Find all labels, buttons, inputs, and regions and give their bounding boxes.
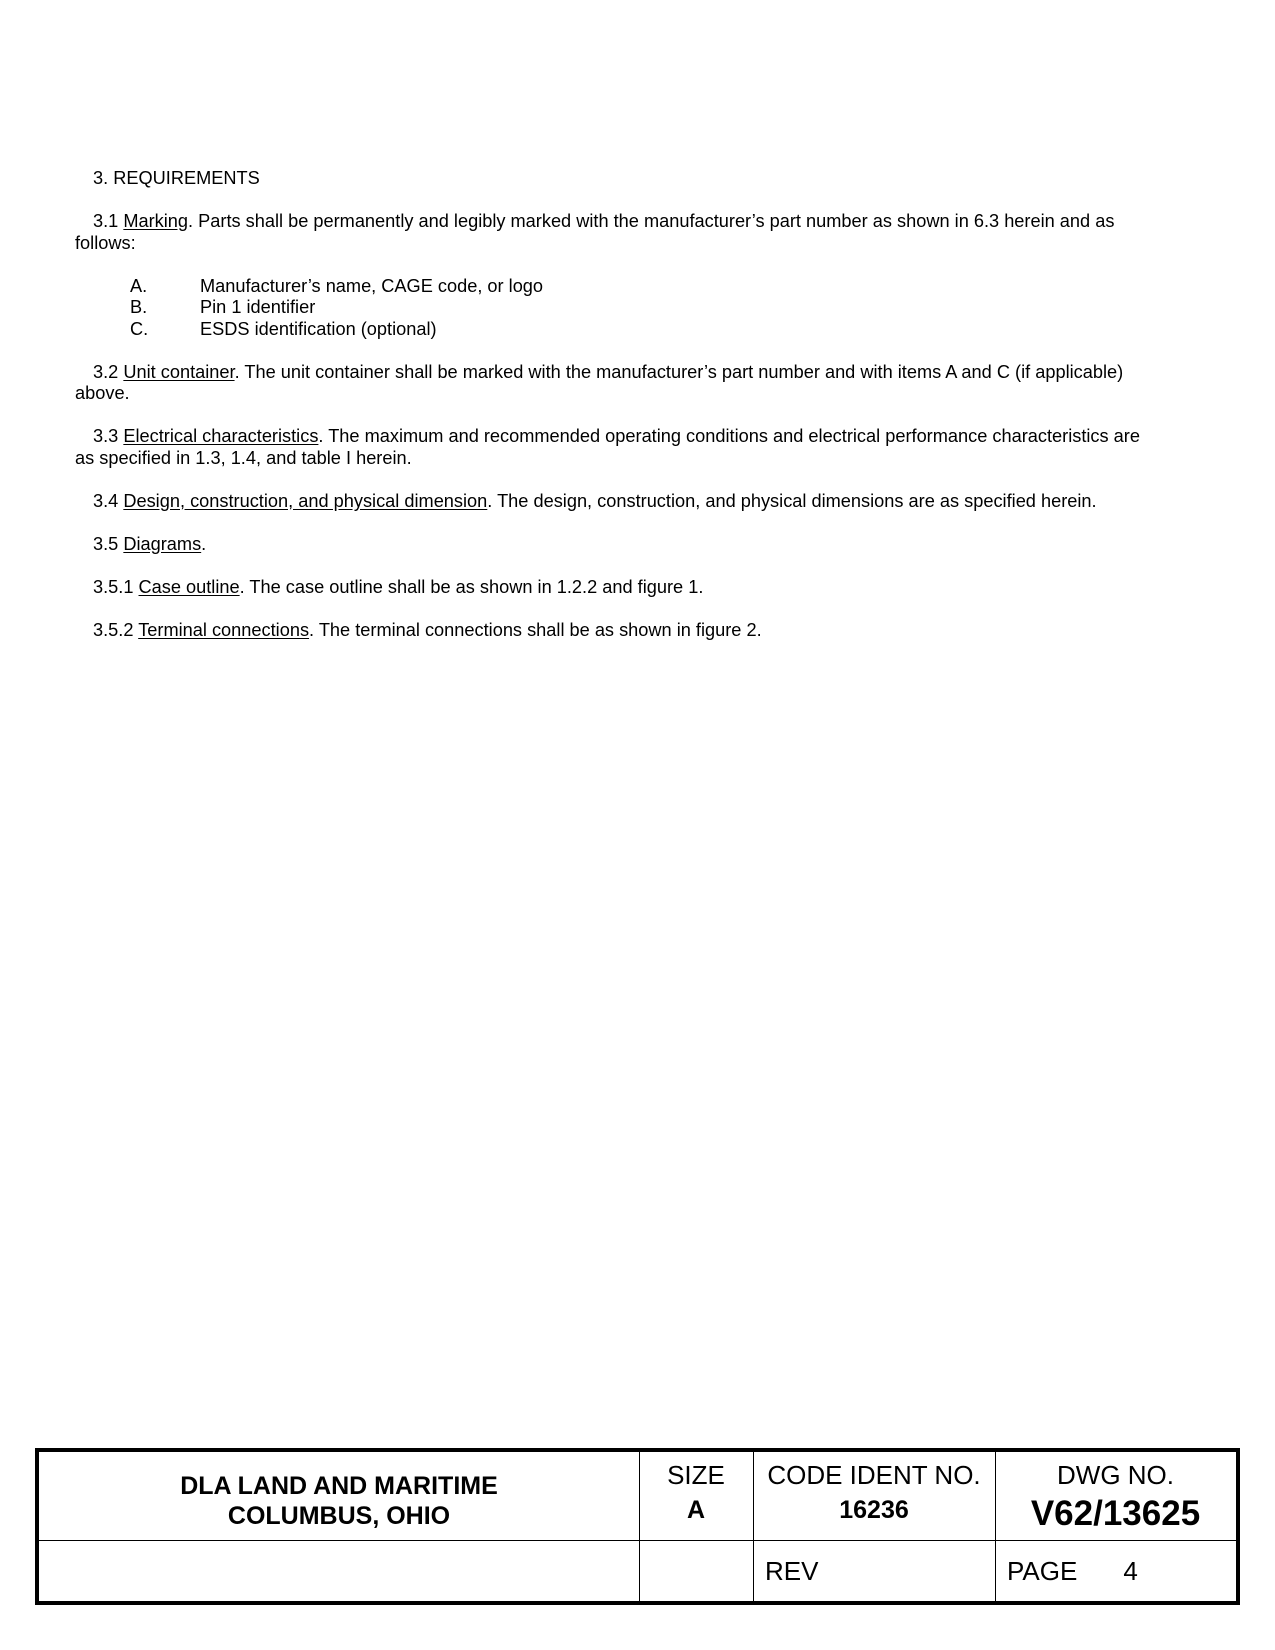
para-num: 3.5.1	[93, 576, 139, 597]
paragraph-3-5-1	[75, 577, 1200, 599]
divider	[39, 1540, 1236, 1541]
dwg-no-label: DWG NO.	[1057, 1460, 1174, 1490]
paragraph-3-5-2	[75, 620, 1200, 642]
section-heading: 3. REQUIREMENTS	[93, 168, 260, 188]
paragraph-3-2	[75, 362, 1200, 405]
dwg-no-cell	[995, 1460, 1236, 1534]
org-name: DLA LAND AND MARITIME	[180, 1472, 498, 1500]
para-text-cont: above.	[75, 383, 130, 403]
list-item	[75, 319, 1200, 341]
list-letter: B.	[130, 297, 148, 317]
list-text: ESDS identification (optional)	[200, 318, 437, 339]
para-text-cont: as specified in 1.3, 1.4, and table I herein.	[75, 447, 412, 468]
para-title-marking: Marking	[123, 211, 189, 231]
paragraph-3-4	[75, 491, 1200, 513]
org-location: COLUMBUS, OHIO	[227, 1502, 451, 1530]
para-text: . Parts shall be permanently and legibly marked with the manufacturer’s part number as shown in 6.3 herein and as	[188, 211, 1115, 231]
para-num: 3.2	[93, 361, 124, 382]
para-text: . The case outline shall be as shown in 1.2.2 and figure 1.	[239, 576, 704, 597]
page-number: 4	[1123, 1556, 1138, 1586]
list-item	[75, 276, 1200, 298]
code-ident-cell	[753, 1460, 995, 1525]
list-text: Pin 1 identifier	[200, 297, 316, 317]
para-title-diagrams: Diagrams	[123, 533, 202, 554]
title-block	[35, 1448, 1240, 1605]
dwg-no-value: V62/13625	[1030, 1494, 1201, 1533]
list-text: Manufacturer’s name, CAGE code, or logo	[200, 275, 544, 296]
para-num: 3.1	[93, 211, 124, 231]
list-letter: A.	[130, 275, 148, 296]
list-item	[75, 297, 1200, 319]
para-text: . The design, construction, and physical dimensions are as specified herein.	[487, 490, 1097, 511]
list-letter: C.	[130, 318, 149, 339]
page-label: PAGE	[1007, 1556, 1078, 1586]
para-title-terminal-connections: Terminal connections	[138, 619, 310, 640]
para-title-electrical: Electrical characteristics	[123, 426, 319, 446]
para-text: . The terminal connections shall be as shown in figure 2.	[309, 619, 762, 640]
para-text: .	[201, 533, 207, 554]
size-value: A	[686, 1496, 706, 1524]
marking-list	[75, 276, 1200, 341]
para-num: 3.3	[93, 426, 124, 446]
code-ident-label: CODE IDENT NO.	[767, 1460, 981, 1490]
rev-label: REV	[765, 1556, 819, 1586]
para-text: . The unit container shall be marked with the manufacturer’s part number and with items A and C (if applicable)	[234, 361, 1124, 382]
size-cell	[639, 1460, 753, 1525]
para-num: 3.5.2	[93, 619, 139, 640]
paragraph-3-5	[75, 534, 1200, 556]
para-title-case-outline: Case outline	[138, 576, 240, 597]
organization	[39, 1452, 639, 1540]
para-num: 3.5	[93, 533, 124, 554]
para-title-design: Design, construction, and physical dimension	[123, 490, 488, 511]
para-title-unit-container: Unit container	[123, 361, 235, 382]
para-text-cont: follows:	[75, 232, 136, 253]
code-ident-value: 16236	[839, 1496, 909, 1524]
paragraph-3-3	[75, 426, 1200, 469]
page-cell	[1007, 1556, 1227, 1587]
document-body	[75, 168, 1200, 663]
para-num: 3.4	[93, 490, 124, 511]
paragraph-3-1	[75, 211, 1200, 254]
para-text: . The maximum and recommended operating conditions and electrical performance characteristics are	[318, 426, 1140, 446]
size-label: SIZE	[667, 1460, 725, 1490]
